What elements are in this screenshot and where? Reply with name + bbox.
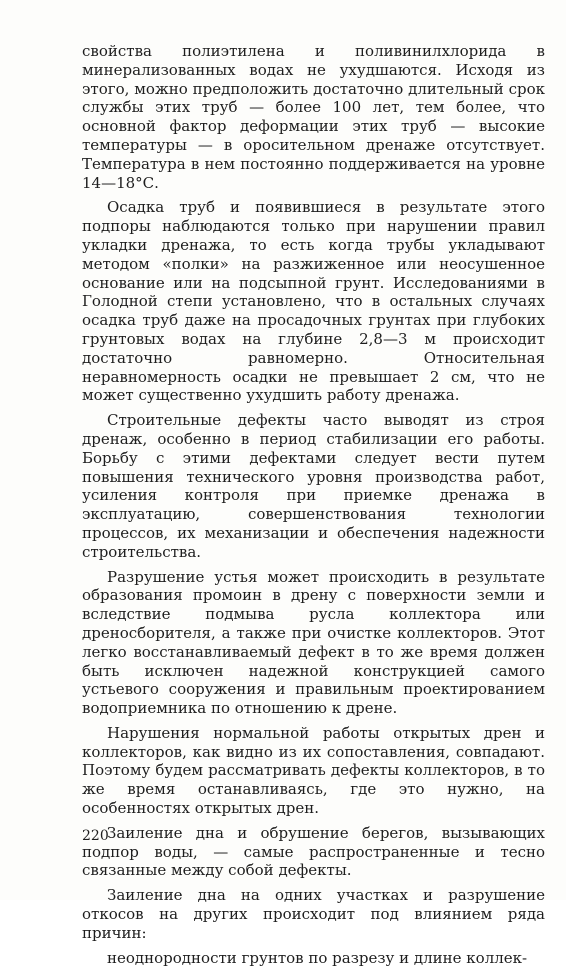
paragraph-1: свойства полиэтилена и поливинилхлорида в минерализованных водах не ухудшаются. Исходя из этого, можно предположить достаточно длительный срок службы этих труб — более 100 лет, тем более, что основной фактор деформации этих труб — высокие температуры — в оросительном дренаже отсутствует. Температура в нем постоянно поддерживается на уровне 14—18°С. bbox=[82, 42, 545, 192]
page-number: 220 bbox=[82, 828, 109, 844]
paragraph-5: Нарушения нормальной работы открытых дрен и коллекторов, как видно из их сопоставления, совпадают. Поэтому будем рассматривать дефекты коллекторов, в то же время останавливаясь, где это нужно, на особенностях открытых дрен. bbox=[82, 723, 545, 818]
paragraph-7: Заиление дна на одних участках и разрушение откосов на других происходит под влиянием ряда причин: bbox=[82, 886, 545, 942]
paragraph-3: Строительные дефекты часто выводят из строя дренаж, особенно в период стабилизации его работы. Борьбу с этими дефектами следует вести путем повышения технического уровня производства работ, усиления контроля при приемке дренажа в эксплуатацию, совершенствования технологии процессов, их механизации и обеспечения надежности строительства. bbox=[82, 411, 545, 561]
paragraph-4: Разрушение устья может происходить в результате образования промоин в дрену с поверхности земли и вследствие подмыва русла коллектора или дреносборителя, а также при очистке коллекторов. Этот легко восстанавливаемый дефект в то же время должен быть исключен надежной конструкцией самого устьевого сооружения и правильным проектированием водоприемника по отношению к дрене. bbox=[82, 567, 545, 718]
paragraph-2: Осадка труб и появившиеся в результате этого подпоры наблюдаются только при нарушении правил укладки дренажа, то есть когда трубы укладывают методом «полки» на разжиженное или неосушенное основание или на подсыпной грунт. Исследованиями в Голодной степи установлено, что в остальных случаях осадка труб даже на просадочных грунтах при глубоких грунтовых водах на глубине 2,8—3 м происходит достаточно равномерно. Относительная неравномерность осадки не превышает 2 см, что не может существенно ухудшить работу дренажа. bbox=[82, 198, 545, 405]
paragraph-6: Заиление дна и обрушение берегов, вызывающих подпор воды, — самые распространенные и тесно связанные между собой дефекты. bbox=[82, 823, 545, 880]
paragraph-8: неоднородности грунтов по разрезу и длине коллек- bbox=[107, 948, 528, 967]
body-text bbox=[82, 42, 545, 973]
